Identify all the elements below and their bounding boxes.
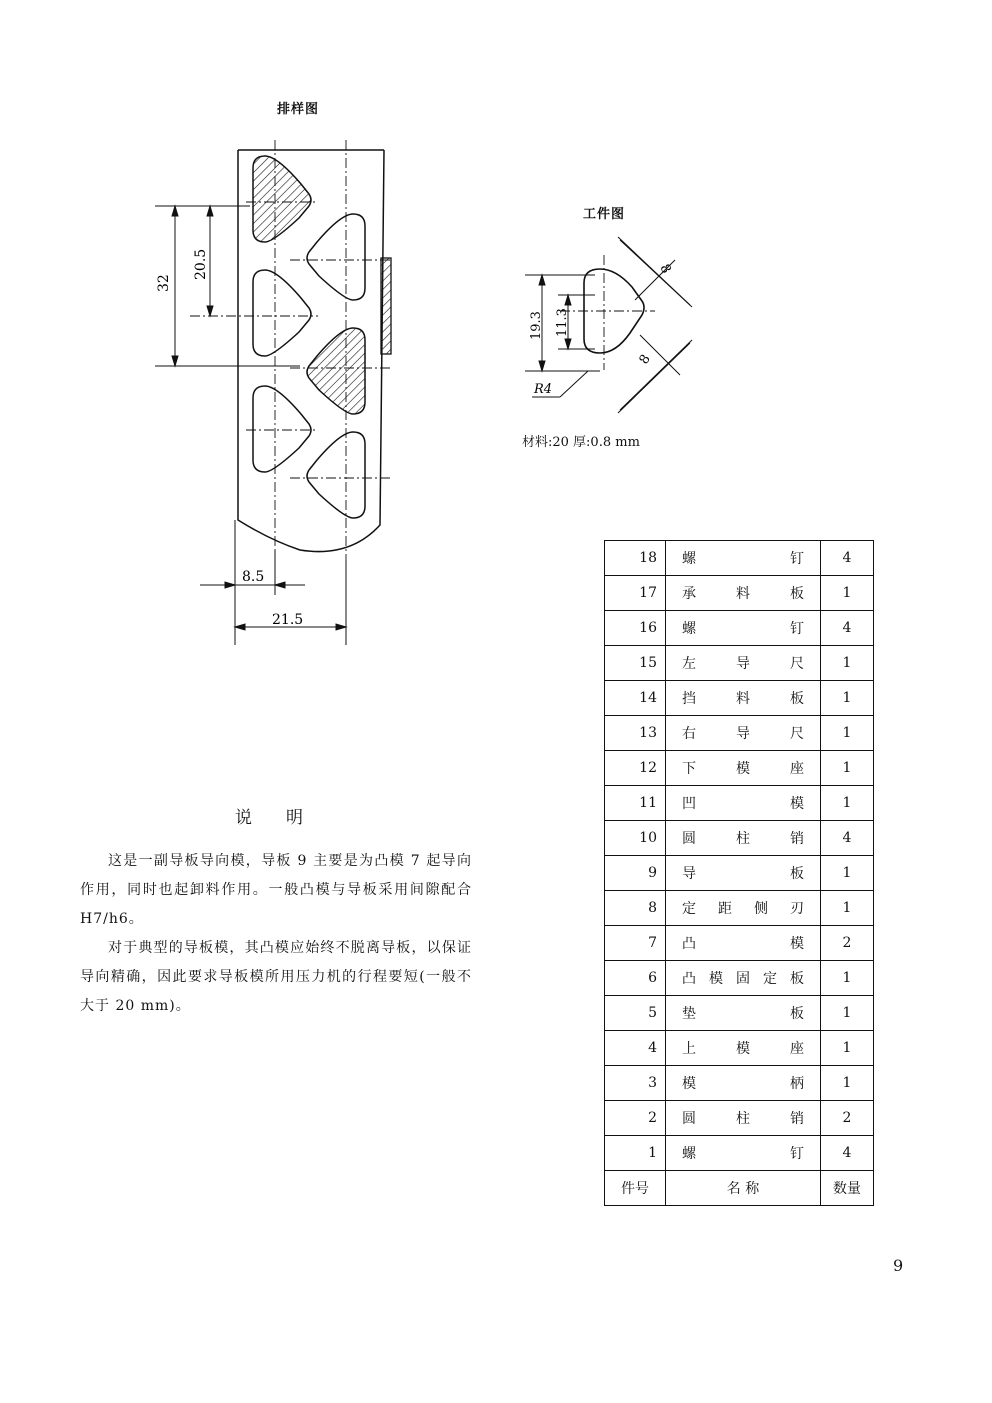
part-number-cell: 18: [605, 541, 666, 576]
part-number-cell: 5: [605, 996, 666, 1031]
part-number-cell: 14: [605, 681, 666, 716]
part-quantity-cell: 1: [821, 786, 874, 821]
dim-32: 32: [156, 274, 172, 292]
table-row: [605, 996, 874, 1031]
part-name-cell: 挡料板: [666, 681, 821, 716]
part-quantity-cell: 1: [821, 576, 874, 611]
part-name-cell: 模柄: [666, 1066, 821, 1101]
layout-drawing-title: 排样图: [277, 102, 320, 117]
part-number-cell: 12: [605, 751, 666, 786]
part-quantity-cell: 1: [821, 856, 874, 891]
part-quantity-cell: 1: [821, 751, 874, 786]
table-row: [605, 821, 874, 856]
table-row: [605, 541, 874, 576]
description-heading: 说明: [235, 808, 337, 828]
part-quantity-cell: 1: [821, 646, 874, 681]
part-name-cell: 凹模: [666, 786, 821, 821]
dim-19-3: 19.3: [529, 311, 544, 340]
paragraph-1: 这是一副导板导向模，导板 9 主要是为凸模 7 起导向作用，同时也起卸料作用。一般凸模与导板采用间隙配合 H7/h6。: [80, 853, 472, 927]
table-row: [605, 961, 874, 996]
table-row: [605, 786, 874, 821]
part-quantity-cell: 1: [821, 891, 874, 926]
table-row: [605, 611, 874, 646]
header-name: 名 称: [666, 1171, 821, 1206]
dim-11-3: 11.3: [555, 308, 570, 337]
part-number-cell: 3: [605, 1066, 666, 1101]
part-number-cell: 2: [605, 1101, 666, 1136]
part-name-cell: 螺钉: [666, 541, 821, 576]
part-name-cell: 圆柱销: [666, 821, 821, 856]
table-row: [605, 681, 874, 716]
part-name-cell: 圆柱销: [666, 1101, 821, 1136]
table-row: [605, 856, 874, 891]
dim-8-5: 8.5: [242, 569, 265, 585]
part-drawing: [520, 225, 720, 425]
part-name-cell: 垫板: [666, 996, 821, 1031]
part-quantity-cell: 2: [821, 926, 874, 961]
part-name-cell: 上模座: [666, 1031, 821, 1066]
part-quantity-cell: 1: [821, 996, 874, 1031]
part-quantity-cell: 4: [821, 541, 874, 576]
part-number-cell: 16: [605, 611, 666, 646]
part-number-cell: 11: [605, 786, 666, 821]
description-text: [80, 847, 472, 1021]
part-quantity-cell: 1: [821, 961, 874, 996]
part-name-cell: 左导尺: [666, 646, 821, 681]
table-header-row: [605, 1171, 874, 1206]
dim-8-lower: 8: [636, 352, 654, 368]
part-number-cell: 15: [605, 646, 666, 681]
part-quantity-cell: 1: [821, 1031, 874, 1066]
table-row: [605, 1136, 874, 1171]
part-name-cell: 凸模固定板: [666, 961, 821, 996]
part-name-cell: 承料板: [666, 576, 821, 611]
table-row: [605, 1031, 874, 1066]
table-row: [605, 576, 874, 611]
part-name-cell: 凸模: [666, 926, 821, 961]
part-name-cell: 下模座: [666, 751, 821, 786]
table-row: [605, 716, 874, 751]
table-row: [605, 646, 874, 681]
header-quantity: 数量: [821, 1171, 874, 1206]
part-quantity-cell: 4: [821, 611, 874, 646]
part-quantity-cell: 2: [821, 1101, 874, 1136]
table-row: [605, 926, 874, 961]
part-name-cell: 螺钉: [666, 1136, 821, 1171]
part-number-cell: 17: [605, 576, 666, 611]
part-number-cell: 13: [605, 716, 666, 751]
part-quantity-cell: 1: [821, 1066, 874, 1101]
page-number: 9: [893, 1256, 904, 1275]
part-number-cell: 10: [605, 821, 666, 856]
part-name-cell: 定距侧刃: [666, 891, 821, 926]
part-name-cell: 右导尺: [666, 716, 821, 751]
table-row: [605, 1066, 874, 1101]
part-number-cell: 1: [605, 1136, 666, 1171]
table-row: [605, 1101, 874, 1136]
dim-8-upper: 8: [656, 261, 674, 277]
part-number-cell: 6: [605, 961, 666, 996]
part-drawing-title: 工件图: [583, 207, 626, 222]
parts-table: [604, 540, 874, 1206]
part-number-cell: 4: [605, 1031, 666, 1066]
table-row: [605, 891, 874, 926]
part-name-cell: 导板: [666, 856, 821, 891]
part-number-cell: 8: [605, 891, 666, 926]
part-quantity-cell: 4: [821, 821, 874, 856]
strip-layout-drawing: [150, 140, 410, 650]
dim-20-5: 20.5: [193, 248, 209, 280]
part-quantity-cell: 1: [821, 681, 874, 716]
material-note: 材料:20 厚:0.8 mm: [522, 435, 640, 450]
dim-21-5: 21.5: [272, 612, 304, 628]
paragraph-2: 对于典型的导板模，其凸模应始终不脱离导板，以保证导向精确，因此要求导板模所用压力机的行程要短(一般不大于 20 mm)。: [80, 940, 472, 1014]
part-name-cell: 螺钉: [666, 611, 821, 646]
dim-r4: R4: [534, 382, 553, 397]
header-part-number: 件号: [605, 1171, 666, 1206]
part-number-cell: 7: [605, 926, 666, 961]
table-row: [605, 751, 874, 786]
part-quantity-cell: 1: [821, 716, 874, 751]
part-number-cell: 9: [605, 856, 666, 891]
part-quantity-cell: 4: [821, 1136, 874, 1171]
